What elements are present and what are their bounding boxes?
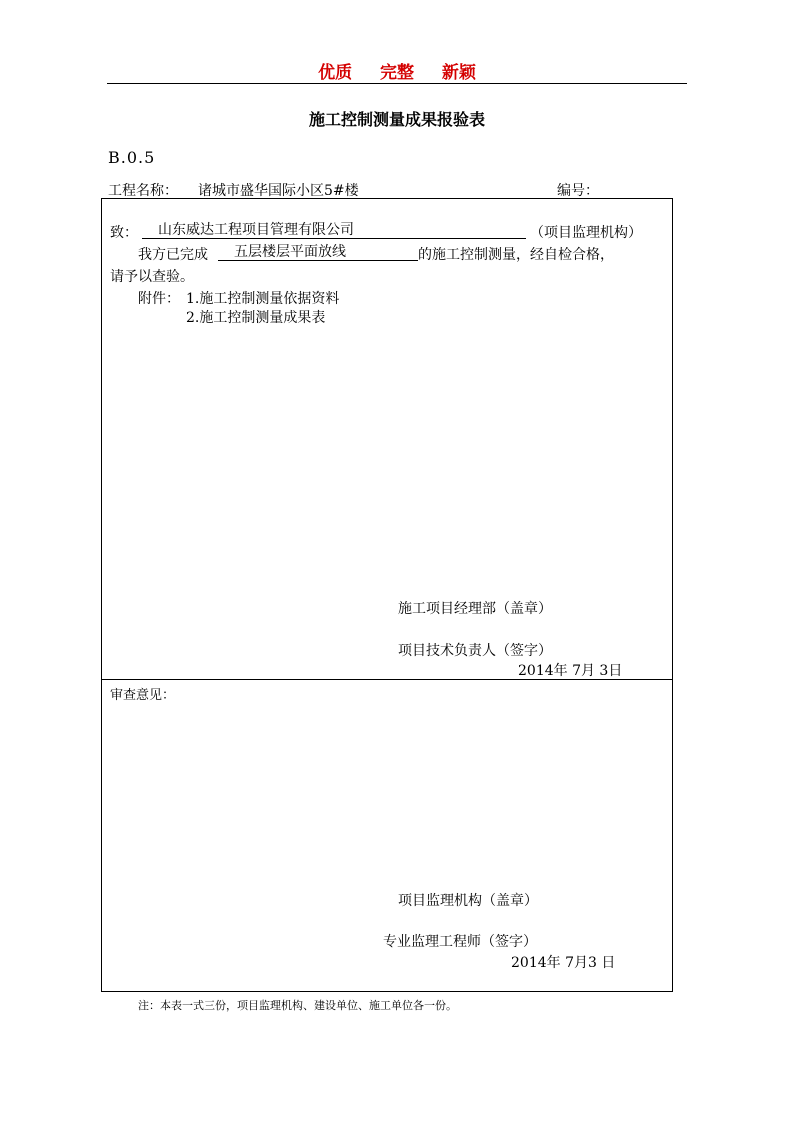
to-label: 致：: [110, 225, 138, 241]
completed-prefix: 我方已完成: [138, 247, 208, 263]
project-name-label: 工程名称：: [108, 183, 178, 199]
review-date: 2014年 7月3 日: [511, 955, 616, 971]
document-title: 施工控制测量成果报验表: [308, 110, 485, 129]
attachment-2: 2.施工控制测量成果表: [186, 310, 326, 326]
attachment-1: 1.施工控制测量依据资料: [186, 291, 340, 307]
submission-date: 2014年 7月 3日: [518, 663, 623, 679]
recipient-role: （项目监理机构）: [530, 225, 642, 241]
serial-number-label: 编号：: [557, 183, 599, 199]
completed-item-line: [218, 244, 418, 261]
footer-note: 注：本表一式三份，项目监理机构、建设单位、施工单位各一份。: [138, 999, 457, 1012]
completed-suffix: 的施工控制测量，经自检合格，: [418, 247, 614, 263]
form-code: B.0.5: [108, 148, 156, 167]
header-divider: [107, 83, 687, 84]
request-line: 请予以查验。: [110, 269, 194, 285]
supervision-org-stamp: 项目监理机构（盖章）: [398, 893, 538, 909]
attachments-label: 附件：: [138, 291, 180, 307]
recipient-line: [142, 222, 526, 239]
project-name: 诸城市盛华国际小区5#楼: [198, 183, 359, 199]
supervising-engineer-signature: 专业监理工程师（签字）: [383, 934, 537, 950]
contractor-dept-stamp: 施工项目经理部（盖章）: [398, 601, 552, 617]
review-opinion-label: 审查意见：: [110, 688, 176, 703]
header-slogan: 优质 完整 新颖: [318, 63, 476, 83]
tech-lead-signature: 项目技术负责人（签字）: [398, 643, 552, 659]
completed-item: 五层楼层平面放线: [218, 244, 418, 261]
recipient-name: 山东威达工程项目管理有限公司: [142, 222, 526, 239]
